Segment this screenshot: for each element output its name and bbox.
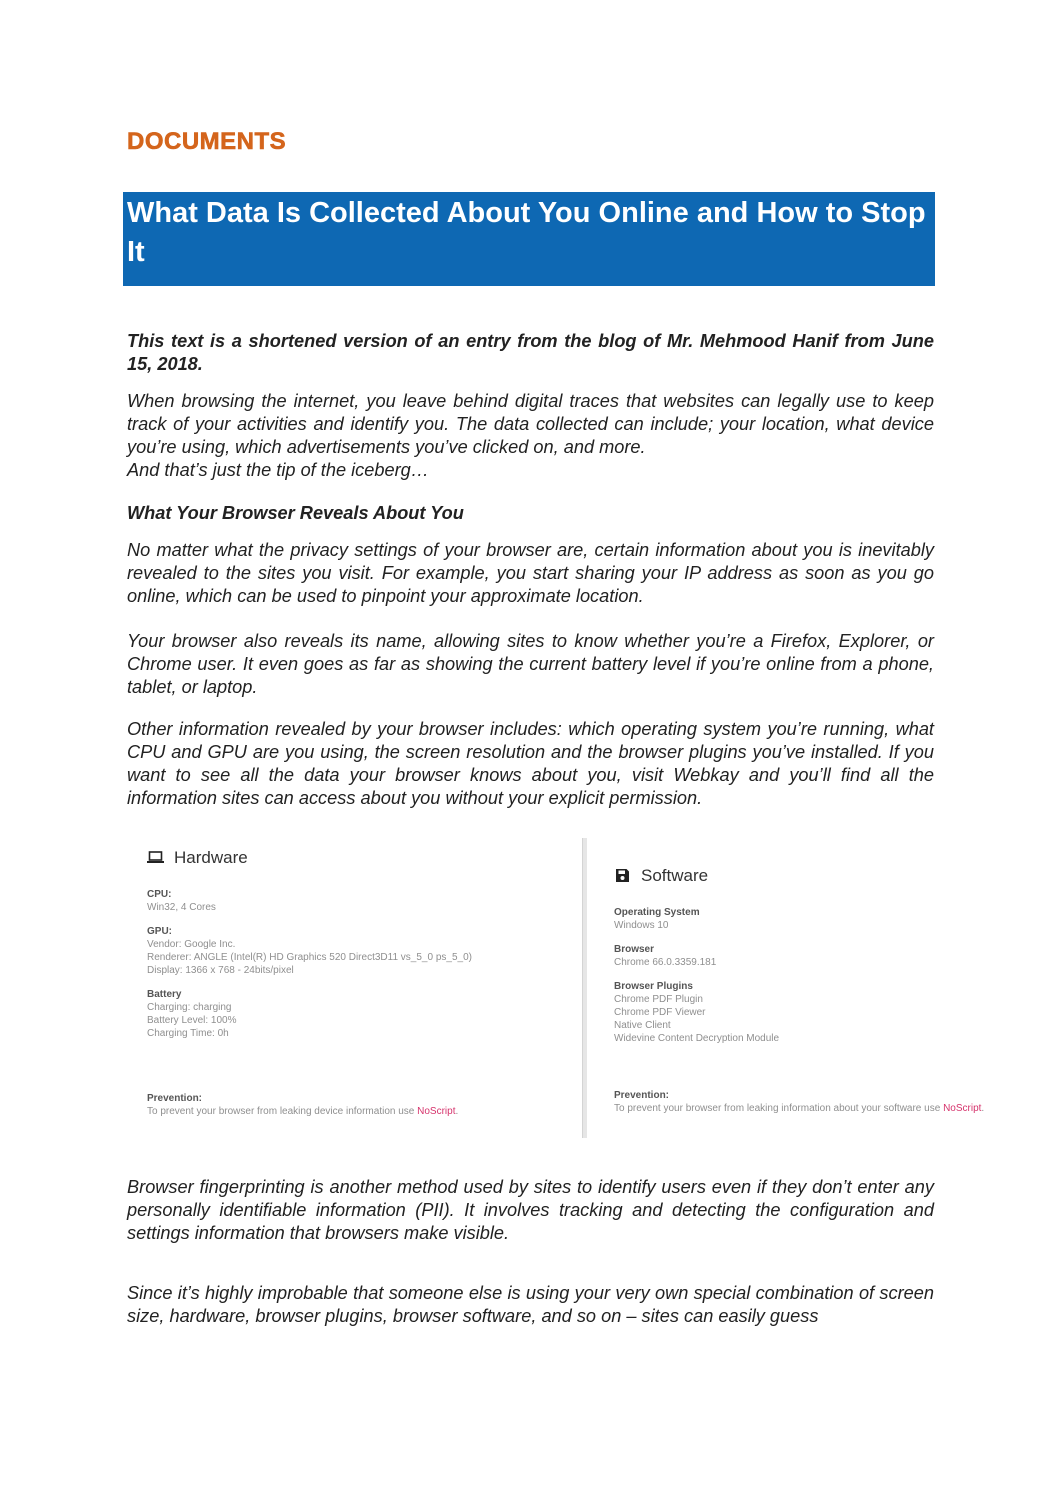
- gpu-renderer: Renderer: ANGLE (Intel(R) HD Graphics 520 Direct3D11 vs_5_0 ps_5_0): [147, 952, 472, 963]
- hardware-title: Hardware: [174, 847, 248, 867]
- software-header: [614, 864, 1034, 886]
- paragraph-2-text: No matter what the privacy settings of your browser are, certain information about you is inevitably revealed to the sites you visit. For example, you start sharing your IP address as soon as you go online, which can be used to pinpoint your approximate location.: [127, 540, 934, 606]
- hardware-prevention: [147, 1092, 458, 1118]
- paragraph-5: [127, 1176, 934, 1245]
- browser-value: Chrome 66.0.3359.181: [614, 957, 717, 968]
- plugins-group: [614, 980, 1034, 1045]
- paragraph-4-text: Other information revealed by your browser includes: which operating system you’re running, what CPU and GPU are you using, the screen resolution and the browser plugins you’ve installed. If you want to see all the data your browser knows about you, visit Webkay and you’ll find all the information sites can access about you without your explicit permission.: [127, 719, 934, 808]
- software-panel: [614, 864, 1034, 1056]
- plugins-label: Browser Plugins: [614, 981, 693, 992]
- cpu-value: Win32, 4 Cores: [147, 902, 216, 913]
- paragraph-6-text: Since it’s highly improbable that someone else is using your very own special combination of screen size, hardware, browser plugins, browser software, and so on – sites can easily guess: [127, 1283, 934, 1326]
- software-prevention-period: .: [981, 1103, 985, 1114]
- paragraph-2: [127, 539, 934, 608]
- laptop-icon: [147, 849, 164, 866]
- paragraph-1: [127, 390, 934, 482]
- cpu-label: CPU:: [147, 889, 172, 900]
- paragraph-4: [127, 718, 934, 810]
- software-prevention-label: Prevention:: [614, 1090, 670, 1101]
- software-prevention: [614, 1089, 984, 1115]
- os-group: [614, 906, 1034, 932]
- os-label: Operating System: [614, 907, 700, 918]
- paragraph-3-text: Your browser also reveals its name, allowing sites to know whether you’re a Firefox, Explorer, or Chrome user. It even goes as far as showing the current battery level if you’re online from a phone, tablet, or laptop.: [127, 631, 934, 697]
- noscript-link[interactable]: NoScript: [417, 1106, 456, 1117]
- battery-time: Charging Time: 0h: [147, 1028, 229, 1039]
- browser-info-figure: [140, 836, 1030, 1142]
- hardware-prevention-period: .: [455, 1106, 459, 1117]
- panel-divider: [582, 838, 587, 1138]
- plugin-item: Chrome PDF Viewer: [614, 1007, 706, 1018]
- intro-text: This text is a shortened version of an entry from the blog of Mr. Mehmood Hanif from June 15, 2018.: [127, 331, 934, 374]
- section-heading-text: What Your Browser Reveals About You: [127, 503, 464, 523]
- software-prevention-text: [614, 1102, 984, 1115]
- browser-group: [614, 943, 1034, 969]
- section-heading: [127, 502, 934, 525]
- paragraph-3: [127, 630, 934, 699]
- cpu-group: [147, 888, 567, 914]
- hardware-prevention-sentence: To prevent your browser from leaking device information use: [147, 1106, 418, 1117]
- plugin-item: Chrome PDF Plugin: [614, 994, 703, 1005]
- page-title: What Data Is Collected About You Online and How to Stop It: [127, 197, 926, 268]
- battery-level: Battery Level: 100%: [147, 1015, 237, 1026]
- intro-note: [127, 330, 934, 376]
- paragraph-6: [127, 1282, 934, 1328]
- gpu-vendor: Vendor: Google Inc.: [147, 939, 236, 950]
- noscript-link[interactable]: NoScript: [943, 1103, 982, 1114]
- gpu-group: [147, 925, 567, 977]
- os-value: Windows 10: [614, 920, 669, 931]
- software-prevention-sentence: To prevent your browser from leaking information about your software use: [614, 1103, 944, 1114]
- battery-group: [147, 988, 567, 1040]
- paragraph-1-tail: And that’s just the tip of the iceberg…: [127, 460, 429, 480]
- battery-label: Battery: [147, 989, 182, 1000]
- section-label: DOCUMENTS: [127, 128, 287, 155]
- gpu-label: GPU:: [147, 926, 172, 937]
- software-title: Software: [641, 865, 709, 885]
- paragraph-5-text: Browser fingerprinting is another method used by sites to identify users even if they don’t enter any personally identifiable information (PII). It involves tracking and detecting the configuration and settings information that browsers make visible.: [127, 1177, 934, 1243]
- gpu-display: Display: 1366 x 768 - 24bits/pixel: [147, 965, 294, 976]
- hardware-prevention-text: [147, 1105, 458, 1118]
- title-banner: [123, 192, 935, 286]
- hardware-prevention-label: Prevention:: [147, 1093, 203, 1104]
- hardware-panel: [147, 846, 567, 1051]
- paragraph-1-text: When browsing the internet, you leave behind digital traces that websites can legally use to keep track of your activities and identify you. The data collected can include; your location, what device you’re using, which advertisements you’ve clicked on, and more.: [127, 391, 934, 457]
- hardware-header: [147, 846, 567, 868]
- floppy-disk-icon: [614, 867, 631, 884]
- plugin-item: Native Client: [614, 1020, 671, 1031]
- battery-charging: Charging: charging: [147, 1002, 232, 1013]
- browser-label: Browser: [614, 944, 655, 955]
- plugin-item: Widevine Content Decryption Module: [614, 1033, 780, 1044]
